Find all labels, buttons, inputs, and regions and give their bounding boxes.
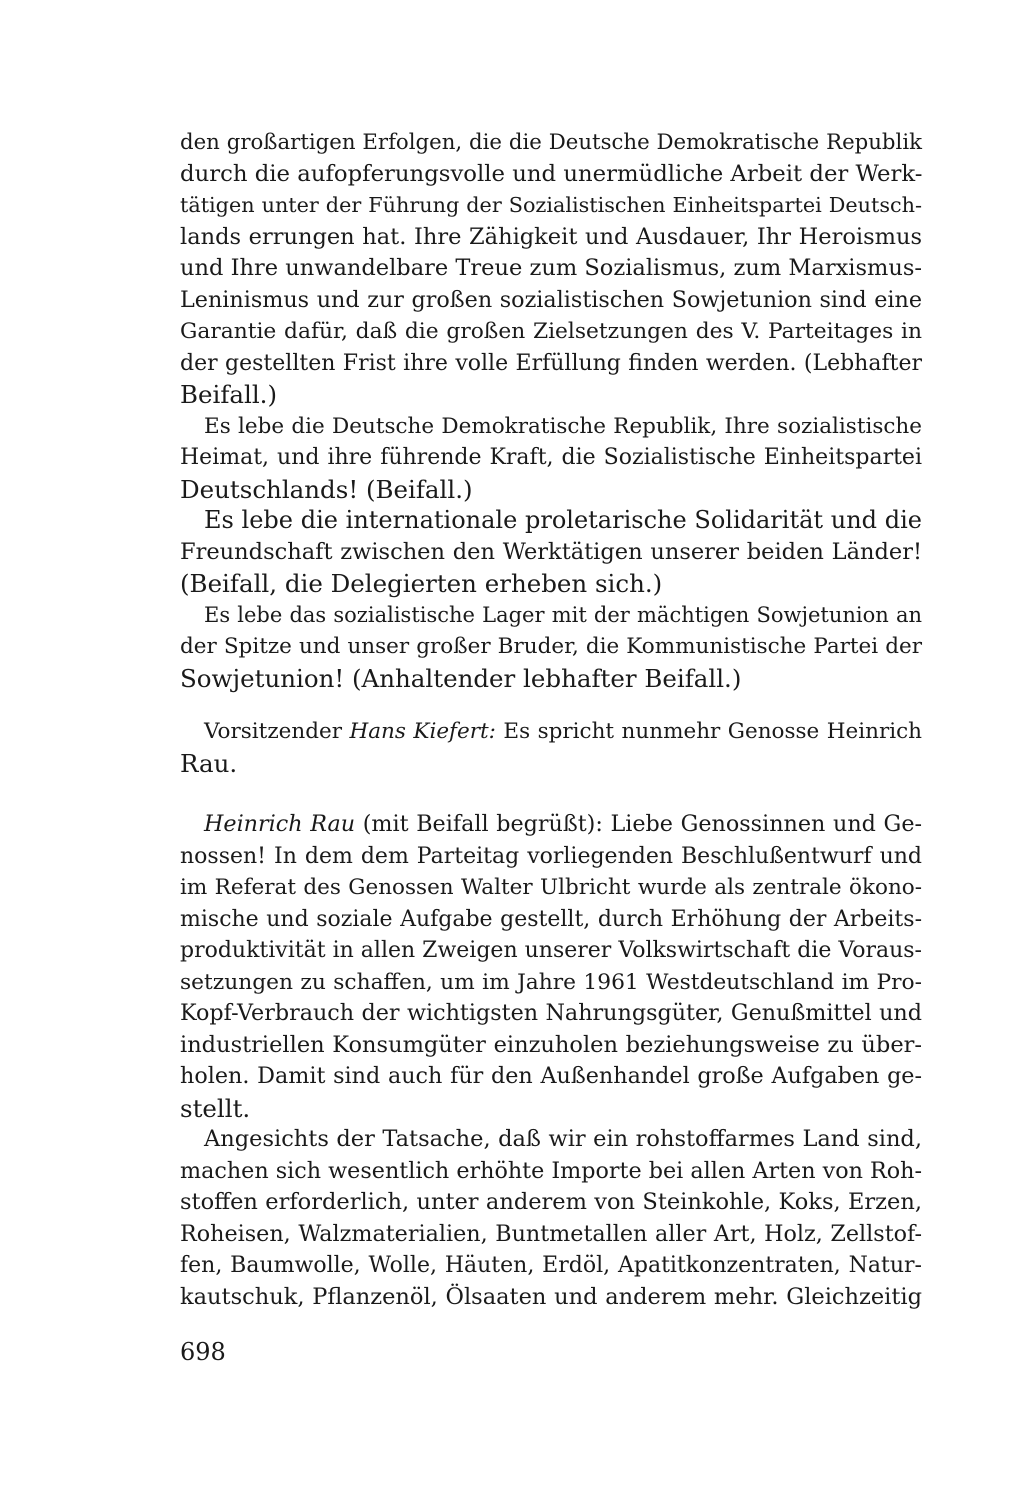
text-line: stellt. <box>180 1093 251 1123</box>
text-line: Leninismus und zur großen sozialistischen Sowjetunion sind eine <box>180 286 922 313</box>
paragraph-6 <box>180 809 922 1124</box>
text-line: Garantie dafür, daß die großen Zielsetzungen des V. Parteitages in <box>180 319 922 344</box>
text-line: nossen! In dem dem Parteitag vorliegenden Beschlußentwurf und <box>180 843 922 869</box>
text-line: machen sich wesentlich erhöhte Importe bei allen Arten von Roh- <box>180 1157 922 1184</box>
text-line: der gestellten Frist ihre volle Erfüllung finden werden. (Lebhafter <box>180 350 922 376</box>
speaker-name: Heinrich Rau <box>204 811 356 837</box>
paragraph-2 <box>180 411 922 506</box>
page-number: 698 <box>180 1338 226 1366</box>
text-line: Es lebe die Deutsche Demokratische Republik, Ihre sozialistische <box>204 413 922 439</box>
text-line: lands errungen hat. Ihre Zähigkeit und Ausdauer, Ihr Heroismus <box>180 223 922 250</box>
text-line: Beifall.) <box>180 380 278 409</box>
text-line: Deutschlands! (Beifall.) <box>180 474 473 504</box>
paragraph-4 <box>180 600 922 695</box>
text-fragment: (mit Beifall begrüßt): Liebe Genossinnen und Ge- <box>355 811 923 837</box>
text-line: (Beifall, die Delegierten erheben sich.) <box>180 569 663 598</box>
text-line: Heimat, und ihre führende Kraft, die Sozialistische Einheitspartei <box>180 445 922 470</box>
paragraph-3 <box>180 505 922 600</box>
text-block-rau-speech <box>180 809 922 1313</box>
text-block-chair-announcement <box>180 716 922 779</box>
text-line <box>180 716 922 748</box>
text-line: tätigen unter der Führung der Sozialistischen Einheitspartei Deutsch- <box>180 193 922 217</box>
text-line: und Ihre unwandelbare Treue zum Sozialismus, zum Marxismus- <box>180 255 922 281</box>
text-line: den großartigen Erfolgen, die die Deutsche Demokratische Republik <box>180 130 922 155</box>
text-fragment: Vorsitzender <box>204 719 350 744</box>
paragraph-5 <box>180 716 922 779</box>
text-line: setzungen zu schaffen, um im Jahre 1961 Westdeutschland im Pro- <box>180 969 922 995</box>
text-line: Es lebe das sozialistische Lager mit der mächtigen Sowjetunion an <box>204 602 922 627</box>
text-line: Roheisen, Walzmaterialien, Buntmetallen aller Art, Holz, Zellstof- <box>180 1220 922 1247</box>
text-line: Es lebe die internationale proletarische Solidarität und die <box>204 506 922 534</box>
text-line: mische und soziale Aufgabe gestellt, durch Erhöhung der Arbeits- <box>180 906 922 932</box>
text-line <box>180 809 922 841</box>
paragraph-1 <box>180 127 922 411</box>
text-block-speech-end <box>180 127 922 694</box>
text-line: produktivität in allen Zweigen unserer Volkswirtschaft die Voraus- <box>180 938 922 963</box>
text-line: kautschuk, Pflanzenöl, Ölsaaten und anderem mehr. Gleichzeitig <box>180 1283 922 1310</box>
text-line: der Spitze und unser großer Bruder, die Kommunistische Partei der <box>180 634 922 659</box>
text-line: Sowjetunion! (Anhaltender lebhafter Beifall.) <box>180 663 742 693</box>
text-fragment: Es spricht nunmehr Genosse Heinrich <box>495 719 922 744</box>
speaker-name: Hans Kiefert: <box>349 719 496 744</box>
text-line: Angesichts der Tatsache, daß wir ein rohstoffarmes Land sind, <box>204 1126 922 1152</box>
text-line: Freundschaft zwischen den Werktätigen unserer beiden Länder! <box>180 538 922 565</box>
text-line: durch die aufopferungsvolle und unermüdliche Arbeit der Werk- <box>180 160 923 187</box>
text-line: Rau. <box>180 748 238 778</box>
text-line: fen, Baumwolle, Wolle, Häuten, Erdöl, Apatitkonzentraten, Natur- <box>180 1253 922 1278</box>
text-line: industriellen Konsumgüter einzuholen beziehungsweise zu über- <box>180 1031 922 1058</box>
text-line: holen. Damit sind auch für den Außenhandel große Aufgaben ge- <box>180 1063 922 1089</box>
text-line: Kopf-Verbrauch der wichtigsten Nahrungsgüter, Genußmittel und <box>180 1000 922 1026</box>
text-line: stoffen erforderlich, unter anderem von Steinkohle, Koks, Erzen, <box>180 1189 922 1215</box>
text-line: im Referat des Genossen Walter Ulbricht wurde als zentrale ökono- <box>180 875 922 900</box>
paragraph-7 <box>180 1124 922 1313</box>
